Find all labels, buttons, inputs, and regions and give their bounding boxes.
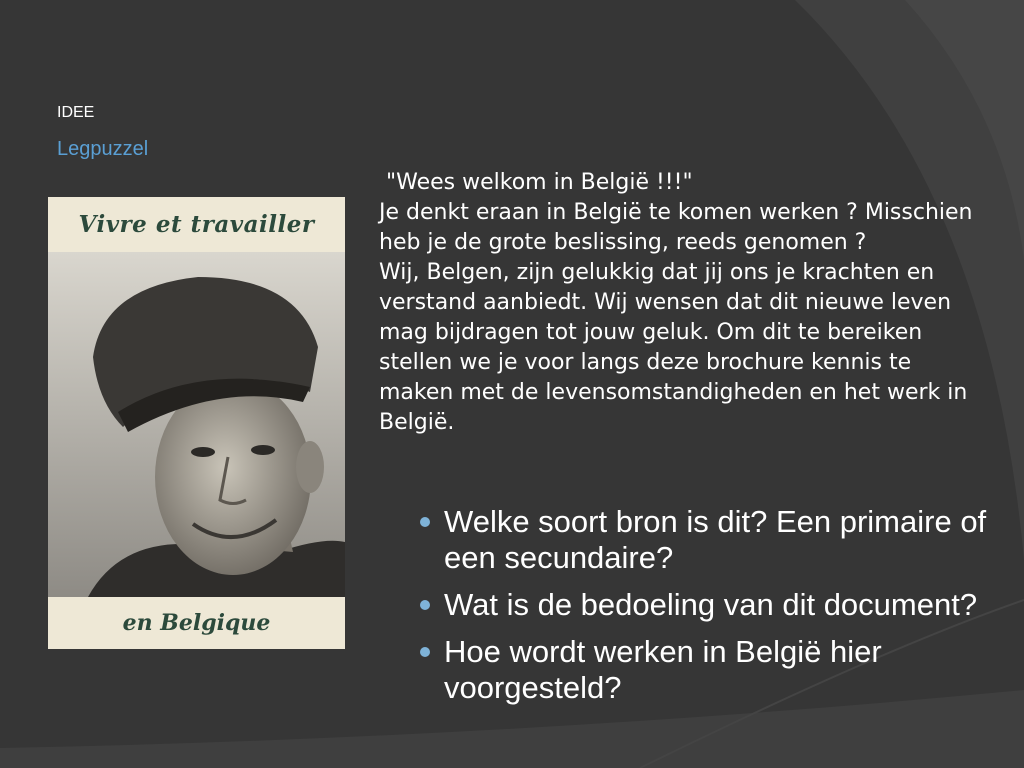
quote-text-block (379, 168, 972, 438)
bullet-icon (420, 647, 430, 657)
quote-line: maken met de levensomstandigheden en het werk in (379, 380, 968, 405)
question-list (420, 504, 1014, 717)
quote-line: Je denkt eraan in België te komen werken ? Misschien (379, 200, 973, 225)
question-item (420, 587, 1014, 623)
question-text: Hoe wordt werken in België hier voorgesteld? (444, 634, 882, 705)
bullet-icon (420, 600, 430, 610)
question-text: Welke soort bron is dit? Een primaire of een secundaire? (444, 504, 987, 575)
right-eye-shape (251, 445, 275, 455)
quote-line: heb je de grote beslissing, reeds genomen ? (379, 230, 867, 255)
cover-subtitle: en Belgique (122, 610, 271, 636)
quote-line: Wij, Belgen, zijn gelukkig dat jij ons je krachten en (379, 260, 935, 285)
quote-line: mag bijdragen tot jouw geluk. Om dit te bereiken (379, 320, 923, 345)
question-item (420, 504, 1014, 576)
quote-line: stellen we je voor langs deze brochure kennis te (379, 350, 912, 375)
cover-photo-portrait (48, 252, 345, 597)
book-cover-image (48, 197, 345, 649)
quote-heading: "Wees welkom in België !!!" (386, 170, 693, 195)
cover-title: Vivre et travailler (78, 211, 315, 238)
section-label: IDEE (57, 104, 95, 121)
question-text: Wat is de bedoeling van dit document? (444, 587, 978, 622)
question-item (420, 634, 1014, 706)
quote-line: België. (379, 410, 455, 435)
slide-title: Legpuzzel (57, 138, 149, 160)
quote-line: verstand aanbiedt. Wij wensen dat dit nieuwe leven (379, 290, 952, 315)
bullet-icon (420, 517, 430, 527)
left-eye-shape (191, 447, 215, 457)
ear-shape (296, 441, 324, 493)
